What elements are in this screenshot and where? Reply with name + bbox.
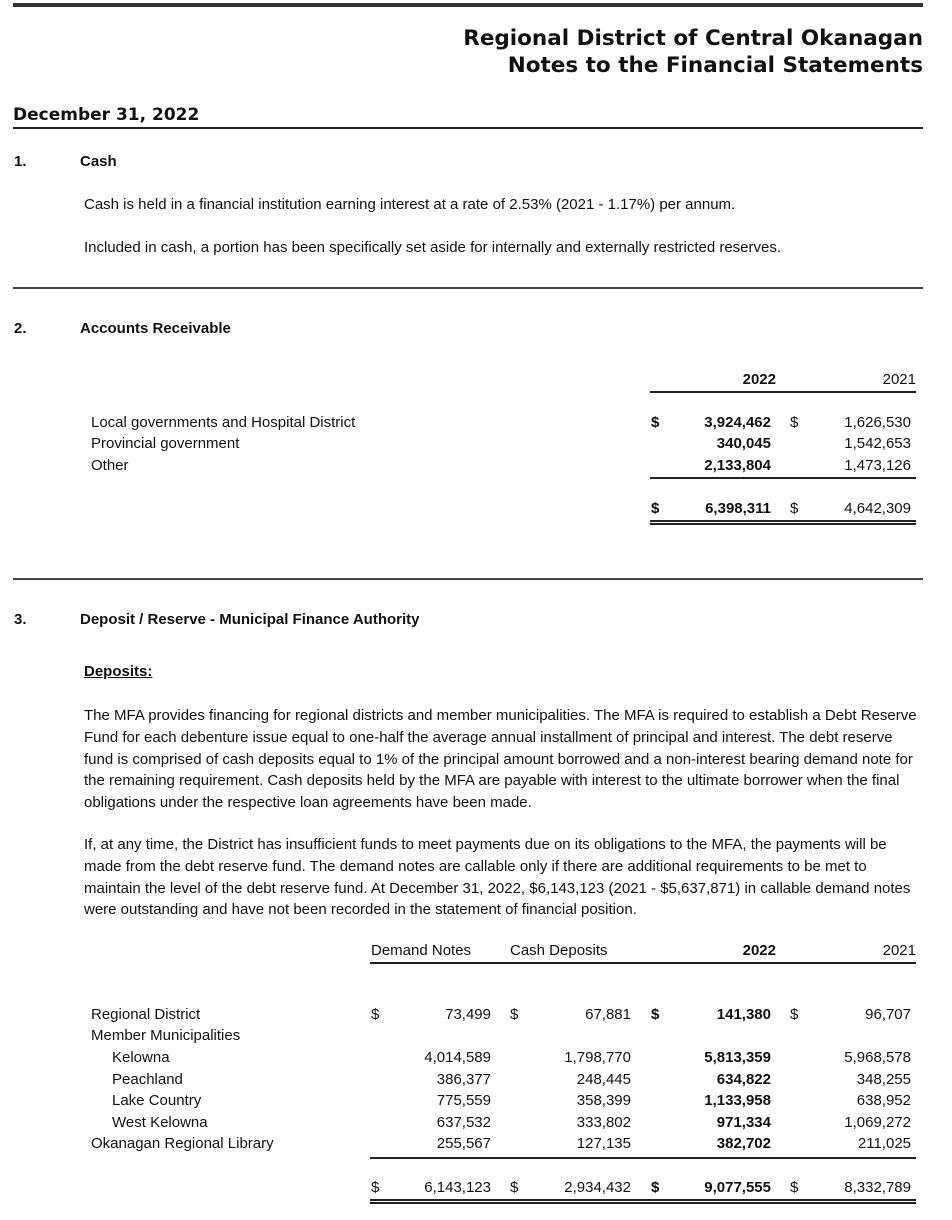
mfa-row-label: Regional District	[91, 1006, 201, 1023]
ar-subtotal-rule	[650, 477, 916, 479]
mfa-row-demand: 73,499	[445, 1006, 491, 1023]
ar-row-2022: 2,133,804	[704, 457, 771, 474]
ar-total-2022: 6,398,311	[705, 500, 771, 517]
ar-row-label: Local governments and Hospital District	[91, 414, 356, 431]
mfa-row-2021: 348,255	[856, 1071, 911, 1088]
mfa-col-2022: 2022	[742, 942, 776, 959]
ar-total-2021: 4,642,309	[844, 500, 911, 517]
mfa-header-rule	[370, 962, 916, 964]
mfa-row-label: Lake Country	[112, 1092, 202, 1109]
ar-total-currency: $	[790, 500, 799, 517]
mfa-row-demand: 255,567	[436, 1135, 491, 1152]
mfa-total-currency: $	[510, 1179, 519, 1196]
mfa-row-cash: 358,399	[576, 1092, 631, 1109]
ar-col-2021: 2021	[882, 371, 916, 388]
mfa-col-demand-notes: Demand Notes	[371, 942, 472, 959]
mfa-row-cash: 248,445	[576, 1071, 631, 1088]
mfa-row-demand: 4,014,589	[424, 1049, 491, 1066]
mfa-currency: $	[651, 1006, 660, 1023]
mfa-currency: $	[790, 1006, 799, 1023]
mfa-total-currency: $	[371, 1179, 380, 1196]
mfa-group-label: Member Municipalities	[91, 1027, 241, 1044]
section-divider-2	[13, 578, 923, 580]
mfa-total-rule-1	[370, 1199, 916, 1201]
mfa-row-cash: 127,135	[576, 1135, 631, 1152]
mfa-total-currency: $	[651, 1179, 660, 1196]
ar-total-currency: $	[651, 500, 660, 517]
mfa-row-2021: 5,968,578	[844, 1049, 911, 1066]
note-1-heading: Cash	[80, 153, 117, 170]
ar-currency: $	[651, 414, 660, 431]
mfa-row-label: Peachland	[112, 1071, 183, 1088]
mfa-row-2022: 382,702	[716, 1135, 771, 1152]
mfa-row-label: West Kelowna	[112, 1114, 208, 1131]
ar-currency: $	[790, 414, 799, 431]
statement-date: December 31, 2022	[13, 105, 200, 125]
mfa-currency: $	[371, 1006, 380, 1023]
mfa-row-2022: 5,813,359	[704, 1049, 771, 1066]
top-rule	[13, 3, 923, 7]
mfa-row-cash: 333,802	[576, 1114, 631, 1131]
ar-row-2021: 1,542,653	[844, 435, 911, 452]
deposits-subheading: Deposits:	[84, 663, 153, 680]
note-3-paragraph-1: The MFA provides financing for regional districts and member municipalities. The MFA is required to establish a Debt Reserve Fund for each debenture issue equal to one-half the average annual installment of principal and interest. The debt reserve fund is comprised of cash deposits equal to 1% of the principal amount borrowed and a non-interest bearing demand note for the remaining requirement. Cash deposits held by the MFA are payable with interest to the ultimate borrower when the final obligations under the respective loan agreements have been made.	[84, 707, 917, 812]
mfa-total-currency: $	[790, 1179, 799, 1196]
mfa-row-demand: 637,532	[436, 1114, 491, 1131]
ar-row-2022: 340,045	[716, 435, 771, 452]
note-2-number: 2.	[14, 320, 27, 337]
mfa-col-cash-deposits: Cash Deposits	[510, 942, 608, 959]
mfa-total-2021: 8,332,789	[844, 1179, 911, 1196]
ar-total-rule-1	[650, 520, 916, 522]
ar-col-2022: 2022	[742, 371, 776, 388]
mfa-total-2022: 9,077,555	[704, 1179, 771, 1196]
mfa-row-2022: 141,380	[716, 1006, 771, 1023]
ar-row-label: Provincial government	[91, 435, 240, 452]
mfa-total-rule-2	[370, 1202, 916, 1204]
mfa-row-2021: 211,025	[857, 1135, 911, 1152]
mfa-row-demand: 386,377	[436, 1071, 491, 1088]
mfa-row-2021: 638,952	[856, 1092, 911, 1109]
mfa-row-cash: 67,881	[585, 1006, 631, 1023]
mfa-row-2022: 1,133,958	[704, 1092, 771, 1109]
report-title: Regional District of Central Okanagan	[463, 26, 923, 51]
ar-row-2022: 3,924,462	[704, 414, 771, 431]
ar-row-2021: 1,626,530	[844, 414, 911, 431]
mfa-row-label: Kelowna	[112, 1049, 170, 1066]
date-rule	[13, 127, 923, 129]
note-3-number: 3.	[14, 611, 27, 628]
mfa-currency: $	[510, 1006, 519, 1023]
mfa-row-2021: 96,707	[865, 1006, 911, 1023]
report-subtitle: Notes to the Financial Statements	[507, 53, 923, 78]
mfa-row-2022: 971,334	[716, 1114, 771, 1131]
mfa-total-cash: 2,934,432	[564, 1179, 631, 1196]
mfa-row-2021: 1,069,272	[844, 1114, 911, 1131]
mfa-row-label: Okanagan Regional Library	[91, 1135, 274, 1152]
note-2-heading: Accounts Receivable	[80, 320, 231, 337]
mfa-row-cash: 1,798,770	[564, 1049, 631, 1066]
note-1-number: 1.	[14, 153, 27, 170]
mfa-total-demand: 6,143,123	[424, 1179, 491, 1196]
mfa-col-2021: 2021	[882, 942, 916, 959]
ar-total-rule-2	[650, 523, 916, 525]
section-divider-1	[13, 287, 923, 289]
ar-header-rule	[650, 391, 916, 393]
mfa-row-demand: 775,559	[436, 1092, 491, 1109]
mfa-subtotal-rule	[370, 1157, 916, 1159]
mfa-row-2022: 634,822	[716, 1071, 771, 1088]
note-1-paragraph-1: Cash is held in a financial institution earning interest at a rate of 2.53% (2021 - 1.17%) per annum.	[84, 196, 736, 213]
note-1-paragraph-2: Included in cash, a portion has been specifically set aside for internally and externally restricted reserves.	[84, 239, 782, 256]
ar-row-label: Other	[91, 457, 129, 474]
note-3-paragraph-2: If, at any time, the District has insufficient funds to meet payments due on its obligations to the MFA, the payments will be made from the debt reserve fund. The demand notes are callable only if there are additional requirements to be met to maintain the level of the debt reserve fund. At December 31, 2022, $6,143,123 (2021 - $5,637,871) in callable demand notes were outstanding and have not been recorded in the statement of financial position.	[84, 836, 911, 919]
note-3-heading: Deposit / Reserve - Municipal Finance Authority	[80, 611, 420, 628]
ar-row-2021: 1,473,126	[844, 457, 911, 474]
